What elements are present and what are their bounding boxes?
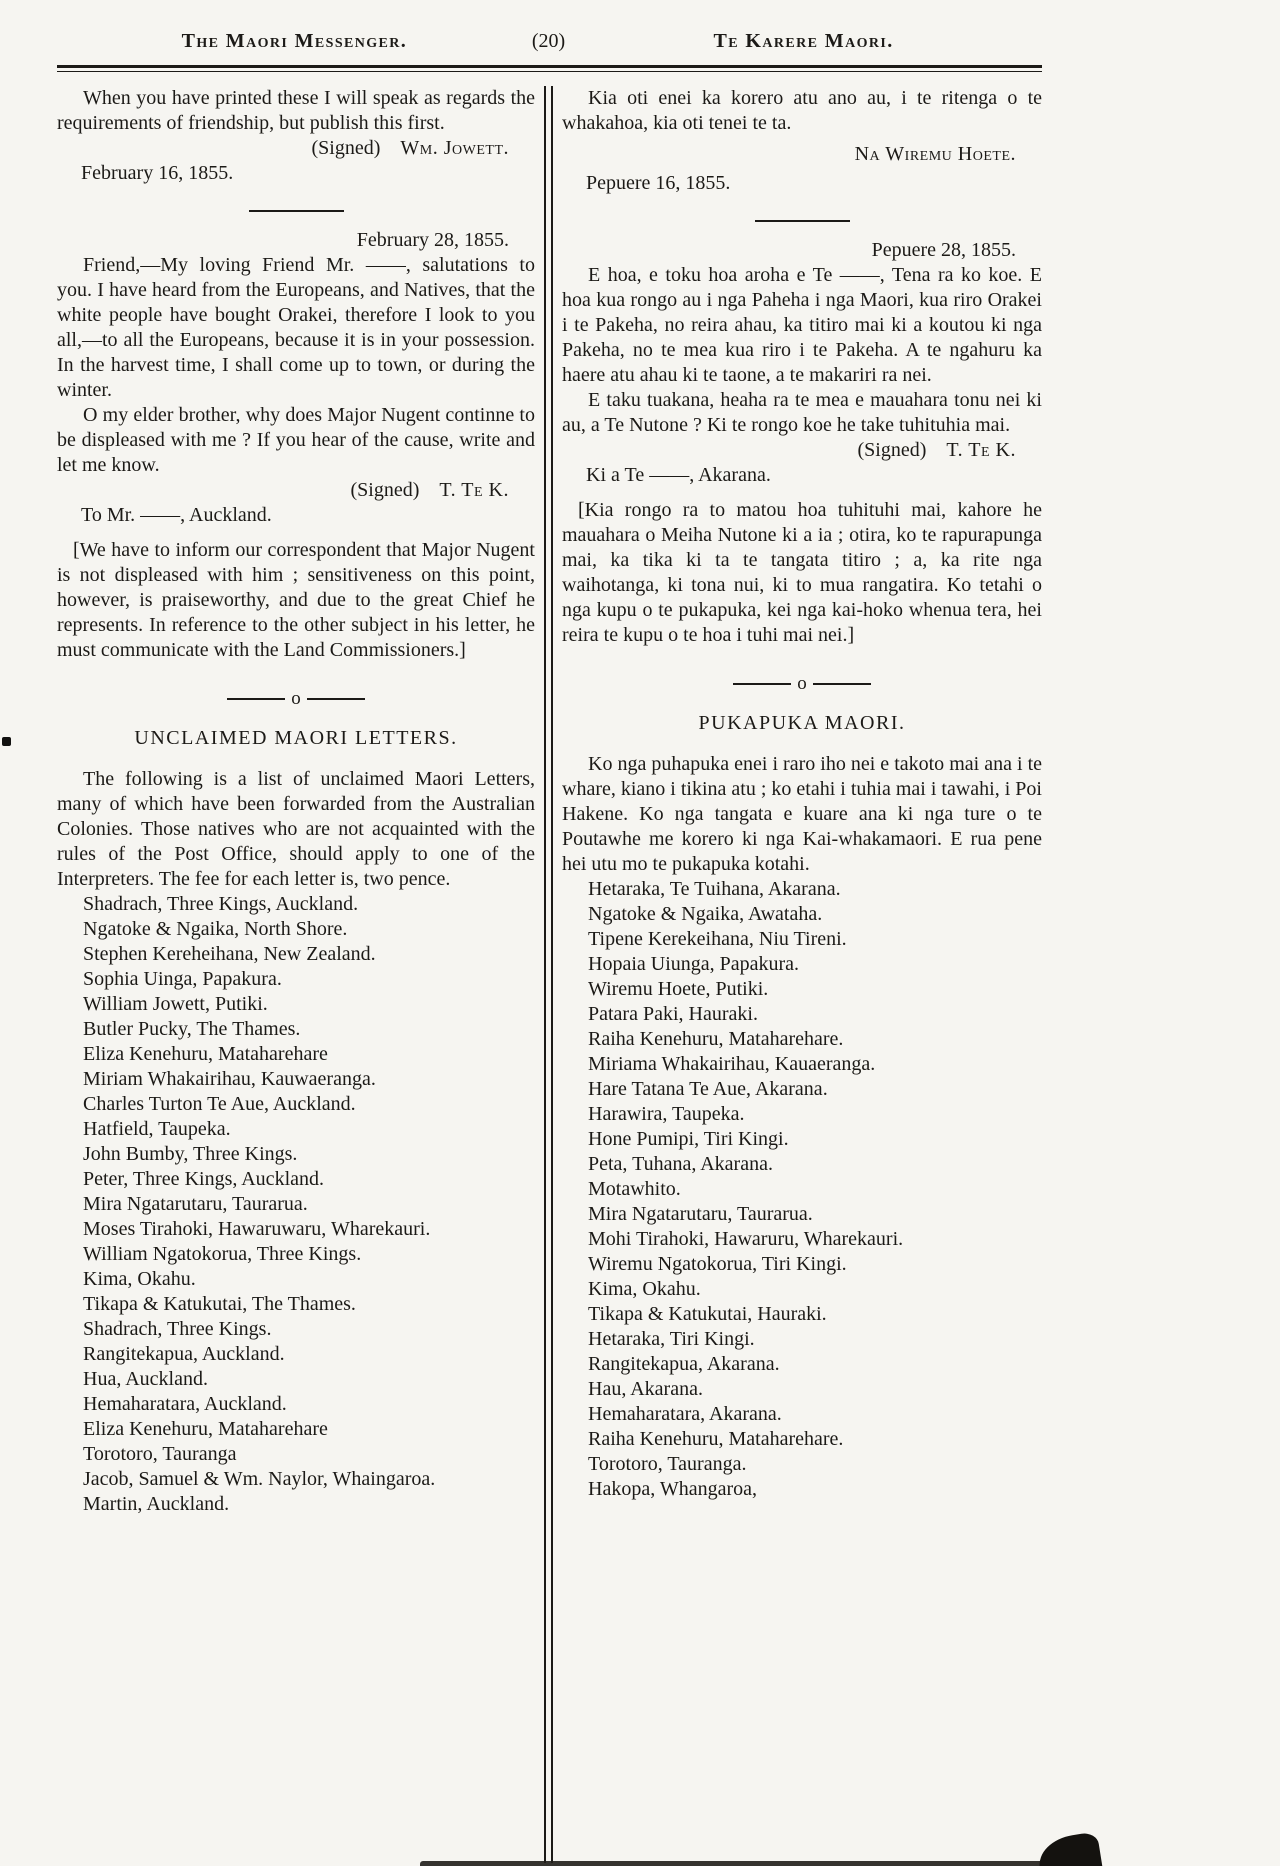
letter-list-item: Hakopa, Whangaroa, — [588, 1478, 758, 1500]
editor-note: [Kia rongo ra to matou hoa tuhituhi mai, kahore he mauahara o Meiha Nutone ki a ia ; otira, ko te rapurapunga mai, ka tika ki ta te tangata titiro ; a, ka rite nga waihotanga, ki tona nui, ki to mua rangatira. Ko tetahi o nga kupu o te pukapuka, kei nga kai-hoko whenua tera, hei reira te kupu o te hoa i tuhi mai nei.] — [562, 499, 1042, 646]
divider-dash — [813, 683, 871, 685]
letter-list-item: Tipene Kerekeihana, Niu Tireni. — [588, 928, 847, 950]
letter-list-item: Stephen Kereheihana, New Zealand. — [83, 943, 376, 965]
letter-list-item: Hau, Akarana. — [588, 1378, 703, 1400]
letter-list-item: Eliza Kenehuru, Mataharehare — [83, 1043, 328, 1065]
letter-list-item: John Bumby, Three Kings. — [83, 1143, 298, 1165]
signature-line — [57, 478, 535, 503]
opening-paragraph: When you have printed these I will speak as regards the requirements of friendship, but publish this first. — [57, 87, 535, 134]
letter-list-item: Miriam Whakairihau, Kauwaeranga. — [83, 1068, 376, 1090]
letter-list-item: Hatfield, Taupeka. — [83, 1118, 231, 1140]
two-column-body — [57, 86, 1042, 1863]
letter-list-item: Peter, Three Kings, Auckland. — [83, 1168, 324, 1190]
column-divider-rule — [544, 86, 553, 1863]
signed-name: T. Te K. — [439, 479, 509, 501]
english-column — [57, 86, 535, 1863]
signed-name: T. Te K. — [946, 439, 1016, 461]
section-intro: Ko nga puhapuka enei i raro iho nei e takoto mai ana i te whare, kiano i tikina atu ; ko etahi i tuhia mai i tawahi, i Poi Hakene. Ko nga tangata e kuare ana ki nga ture o te Poutawhe me korero ki nga Kai-whakamaori. E rua pene hei utu mo te pukapuka kotahi. — [562, 753, 1042, 875]
letter-address: Ki a Te ——, Akarana. — [586, 464, 771, 486]
masthead — [57, 30, 1042, 53]
maori-column — [562, 86, 1042, 1863]
signed-label: (Signed) — [350, 479, 420, 501]
date-line: February 16, 1855. — [81, 162, 234, 184]
letter-list-item: Shadrach, Three Kings. — [83, 1318, 272, 1340]
letter-list-item: Tikapa & Katukutai, The Thames. — [83, 1293, 356, 1315]
letter-list-item: Jacob, Samuel & Wm. Naylor, Whaingaroa. — [83, 1468, 436, 1490]
divider-dash — [307, 698, 365, 700]
signature-line — [562, 142, 1042, 167]
section-rule — [755, 220, 850, 222]
letter-list-item: Harawira, Taupeka. — [588, 1103, 745, 1125]
letter-list-item: Hemaharatara, Akarana. — [588, 1403, 782, 1425]
letter-list-item: Peta, Tuhana, Akarana. — [588, 1153, 773, 1175]
scan-artifact-bottom-edge — [420, 1861, 1096, 1866]
letter-paragraph-1: E hoa, e toku hoa aroha e Te ——, Tena ra ko koe. E hoa kua rongo au i nga Paheha i nga Maori, kua riro Orakei i te Pakeha, no reira ahau, ka titiro mai ki a koutou ki nga Pakeha, no te mea kua riro i te Pakeha. A te ngahuru ka haere atu ahau ki te taone, a te makariri ra nei. — [562, 264, 1042, 386]
letter-list-item: Torotoro, Tauranga. — [588, 1453, 747, 1475]
letter-list-item: Kima, Okahu. — [83, 1268, 196, 1290]
letter-list-item: Mira Ngatarutaru, Taurarua. — [83, 1193, 308, 1215]
ornament-divider — [57, 689, 535, 708]
letter-list-item: Mohi Tirahoki, Hawaruru, Wharekauri. — [588, 1228, 904, 1250]
letter-paragraph-2: E taku tuakana, heaha ra te mea e mauahara tonu nei ki au, a Te Nutone ? Ki te rongo koe he take tuhituhia mai. — [562, 389, 1042, 436]
unclaimed-letters-list — [57, 892, 535, 1517]
letter-date-heading: Pepuere 28, 1855. — [871, 239, 1016, 261]
editor-note: [We have to inform our correspondent that Major Nugent is not displeased with him ; sensitiveness on this point, however, is praiseworthy, and due to the great Chief he represents. In reference to the other subject in his letter, he must communicate with the Land Commissioners.] — [57, 539, 535, 661]
signed-name: Wm. Jowett. — [400, 137, 509, 159]
section-heading-pukapuka-maori: PUKAPUKA MAORI. — [698, 712, 906, 734]
letter-list-item: William Ngatokorua, Three Kings. — [83, 1243, 362, 1265]
letter-list-item: Hopaia Uiunga, Papakura. — [588, 953, 800, 975]
letter-list-item: Butler Pucky, The Thames. — [83, 1018, 301, 1040]
opening-paragraph: Kia oti enei ka korero atu ano au, i te ritenga o te whakahoa, kia oti tenei te ta. — [562, 87, 1042, 134]
letter-list-item: Hemaharatara, Auckland. — [83, 1393, 287, 1415]
signed-name: Na Wiremu Hoete. — [854, 143, 1016, 165]
letter-list-item: Ngatoke & Ngaika, Awataha. — [588, 903, 823, 925]
scan-artifact-dot — [2, 737, 11, 746]
letter-list-item: Martin, Auckland. — [83, 1493, 230, 1515]
masthead-right-title: Te Karere Maori. — [713, 30, 894, 52]
signature-line — [562, 438, 1042, 463]
letter-list-item: Tikapa & Katukutai, Hauraki. — [588, 1303, 827, 1325]
pukapuka-maori-list — [562, 877, 1042, 1502]
letter-list-item: Hetaraka, Tiri Kingi. — [588, 1328, 755, 1350]
ornament-divider — [562, 674, 1042, 693]
letter-list-item: Wiremu Ngatokorua, Tiri Kingi. — [588, 1253, 847, 1275]
letter-list-item: Moses Tirahoki, Hawaruwaru, Wharekauri. — [83, 1218, 431, 1240]
date-line: Pepuere 16, 1855. — [586, 172, 731, 194]
letter-address: To Mr. ——, Auckland. — [81, 504, 272, 526]
letter-list-item: Rangitekapua, Auckland. — [83, 1343, 285, 1365]
signature-line — [57, 136, 535, 161]
letter-paragraph-1: Friend,—My loving Friend Mr. ——, salutations to you. I have heard from the Europeans, and Natives, that the white people have bought Orakei, therefore I look to you all,—to all the Europeans, because it is in your possession. In the harvest time, I shall come up to town, or during the winter. — [57, 254, 535, 401]
letter-list-item: Eliza Kenehuru, Mataharehare — [83, 1418, 328, 1440]
letter-list-item: Raiha Kenehuru, Mataharehare. — [588, 1028, 844, 1050]
section-intro: The following is a list of unclaimed Maori Letters, many of which have been forwarded from the Australian Colonies. Those natives who are not acquainted with the rules of the Post Office, should apply to one of the Interpreters. The fee for each letter is, two pence. — [57, 768, 535, 890]
header-rule — [57, 65, 1042, 72]
letter-date-heading: February 28, 1855. — [356, 229, 509, 251]
letter-list-item: Kima, Okahu. — [588, 1278, 701, 1300]
letter-list-item: Shadrach, Three Kings, Auckland. — [83, 893, 359, 915]
letter-list-item: Hua, Auckland. — [83, 1368, 208, 1390]
divider-o: o — [291, 688, 301, 709]
letter-list-item: Motawhito. — [588, 1178, 681, 1200]
letter-paragraph-2: O my elder brother, why does Major Nugent continne to be displeased with me ? If you hear of the cause, write and let me know. — [57, 404, 535, 476]
section-heading-unclaimed-letters: UNCLAIMED MAORI LETTERS. — [134, 727, 458, 749]
letter-list-item: Rangitekapua, Akarana. — [588, 1353, 780, 1375]
page-number: (20) — [531, 30, 566, 52]
page-content — [57, 30, 1042, 1863]
letter-list-item: Sophia Uinga, Papakura. — [83, 968, 282, 990]
section-rule — [249, 210, 344, 212]
divider-dash — [227, 698, 285, 700]
letter-list-item: Charles Turton Te Aue, Auckland. — [83, 1093, 356, 1115]
divider-dash — [733, 683, 791, 685]
letter-list-item: Ngatoke & Ngaika, North Shore. — [83, 918, 348, 940]
letter-list-item: William Jowett, Putiki. — [83, 993, 268, 1015]
signed-label: (Signed) — [857, 439, 927, 461]
letter-list-item: Hone Pumipi, Tiri Kingi. — [588, 1128, 789, 1150]
signed-label: (Signed) — [311, 137, 381, 159]
letter-list-item: Patara Paki, Hauraki. — [588, 1003, 758, 1025]
letter-list-item: Miriama Whakairihau, Kauaeranga. — [588, 1053, 876, 1075]
scan-artifact-corner — [1036, 1831, 1103, 1866]
letter-list-item: Hetaraka, Te Tuihana, Akarana. — [588, 878, 841, 900]
letter-list-item: Torotoro, Tauranga — [83, 1443, 237, 1465]
masthead-left-title: The Maori Messenger. — [181, 30, 408, 52]
letter-list-item: Raiha Kenehuru, Mataharehare. — [588, 1428, 844, 1450]
letter-list-item: Hare Tatana Te Aue, Akarana. — [588, 1078, 828, 1100]
letter-list-item: Mira Ngatarutaru, Taurarua. — [588, 1203, 813, 1225]
letter-list-item: Wiremu Hoete, Putiki. — [588, 978, 769, 1000]
divider-o: o — [797, 673, 807, 694]
